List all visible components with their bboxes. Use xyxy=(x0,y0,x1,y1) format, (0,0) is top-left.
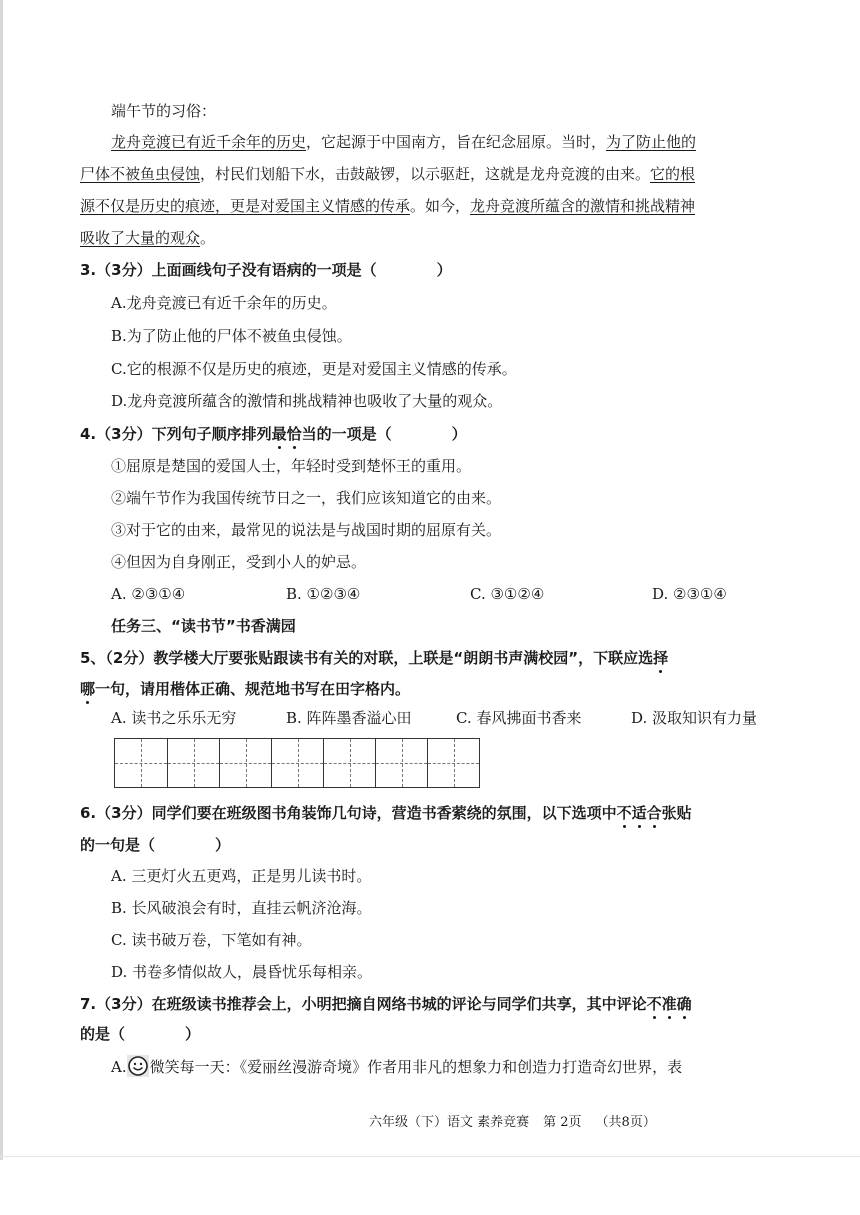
question-6-stem-line-1: 6.（3分）同学们要在班级图书角装饰几句诗，营造书香萦绕的氛围，以下选项中不适合张贴 xyxy=(80,804,692,822)
q4-sentence-1: ①屈原是楚国的爱国人士，年轻时受到楚怀王的重用。 xyxy=(111,457,472,475)
q3-option-b: B.为了防止他的尸体不被鱼虫侵蚀。 xyxy=(111,327,352,345)
grid-cell[interactable] xyxy=(219,739,271,787)
q3-option-d: D.龙舟竞渡所蕴含的激情和挑战精神也吸收了大量的观众。 xyxy=(111,392,503,410)
question-3-stem: 3.（3分）上面画线句子没有语病的一项是（ ） xyxy=(80,261,452,279)
passage-line-4: 吸收了大量的观众。 xyxy=(80,229,216,247)
q6-option-a: A. 三更灯火五更鸡，正是男儿读书时。 xyxy=(111,867,372,885)
q6-option-d: D. 书卷多情似故人，晨昏忧乐每相亲。 xyxy=(111,963,373,981)
q5-option-a: A. 读书之乐乐无穷 xyxy=(111,709,237,727)
q4-sentence-4: ④但因为自身刚正，受到小人的妒忌。 xyxy=(111,553,367,571)
passage-line-3: 源不仅是历史的痕迹，更是对爱国主义情感的传承。如今，龙舟竞渡所蕴含的激情和挑战精神 xyxy=(80,197,696,215)
q6-option-c: C. 读书破万卷，下笔如有神。 xyxy=(111,931,312,949)
q3-option-a: A.龙舟竞渡已有近千余年的历史。 xyxy=(111,294,337,312)
question-6-stem-line-2: 的一句是（ ） xyxy=(80,836,231,854)
q5-option-b: B. 阵阵墨香溢心田 xyxy=(286,709,412,727)
footer-total-pages: （共8页） xyxy=(595,1115,656,1130)
q5-option-d: D. 汲取知识有力量 xyxy=(631,709,758,727)
underlined-sentence-2: 为了防止他的 xyxy=(606,133,697,151)
task-three-heading: 任务三、“读书节”书香满园 xyxy=(111,617,296,635)
q4-sentence-3: ③对于它的由来，最常见的说法是与战国时期的屈原有关。 xyxy=(111,521,502,539)
q4-option-b: B. ①②③④ xyxy=(286,585,361,603)
tianzige-writing-grid[interactable] xyxy=(114,738,480,788)
smiley-avatar-icon xyxy=(127,1055,149,1077)
grid-cell[interactable] xyxy=(271,739,323,787)
page-footer xyxy=(369,1114,670,1132)
q4-option-d: D. ②③①④ xyxy=(652,585,727,603)
question-4-stem: 4.（3分）下列句子顺序排列最恰当的一项是（ ） xyxy=(80,425,467,443)
passage-line-2: 尸体不被鱼虫侵蚀，村民们划船下水，击鼓敲锣，以示驱赶，这就是龙舟竞渡的由来。它的根 xyxy=(80,165,696,183)
passage-line-1: 龙舟竞渡已有近千余年的历史，它起源于中国南方，旨在纪念屈原。当时，为了防止他的 xyxy=(111,133,697,151)
q6-option-b: B. 长风破浪会有时，直挂云帆济沧海。 xyxy=(111,899,372,917)
grid-cell[interactable] xyxy=(167,739,219,787)
q7-option-a: A. 微笑每一天：《爱丽丝漫游奇境》作者用非凡的想象力和创造力打造奇幻世界，表 xyxy=(111,1055,682,1077)
underlined-sentence-4: 龙舟竞渡所蕴含的激情和挑战精神 xyxy=(470,197,696,215)
footer-exam-title: 六年级（下）语文 素养竞赛 xyxy=(369,1115,530,1130)
question-5-stem-line-2: 哪一句，请用楷体正确、规范地书写在田字格内。 xyxy=(80,680,411,698)
q4-option-c: C. ③①②④ xyxy=(470,585,545,603)
q4-option-a: A. ②③①④ xyxy=(111,585,186,603)
scan-edge xyxy=(0,0,3,1160)
grid-cell[interactable] xyxy=(375,739,427,787)
question-7-stem-line-1: 7.（3分）在班级读书推荐会上，小明把摘自网络书城的评论与同学们共享，其中评论不准确 xyxy=(80,995,692,1013)
grid-cell[interactable] xyxy=(323,739,375,787)
section-heading: 端午节的习俗： xyxy=(111,102,217,120)
question-5-stem-line-1: 5、（2分）教学楼大厅要张贴跟读书有关的对联，上联是“朗朗书声满校园”，下联应选择 xyxy=(80,649,669,667)
footer-page-number: 第 2页 xyxy=(543,1115,582,1130)
q3-option-c: C.它的根源不仅是历史的痕迹，更是对爱国主义情感的传承。 xyxy=(111,360,517,378)
q5-option-c: C. 春风拂面书香来 xyxy=(456,709,582,727)
grid-cell[interactable] xyxy=(427,739,479,787)
underlined-sentence-3: 它的根 xyxy=(650,165,696,183)
underlined-sentence-1: 龙舟竞渡已有近千余年的历史 xyxy=(111,133,307,151)
q4-sentence-2: ②端午节作为我国传统节日之一，我们应该知道它的由来。 xyxy=(111,489,502,507)
question-7-stem-line-2: 的是（ ） xyxy=(80,1025,201,1043)
grid-cell[interactable] xyxy=(115,739,167,787)
page-bottom-edge xyxy=(0,1156,860,1157)
